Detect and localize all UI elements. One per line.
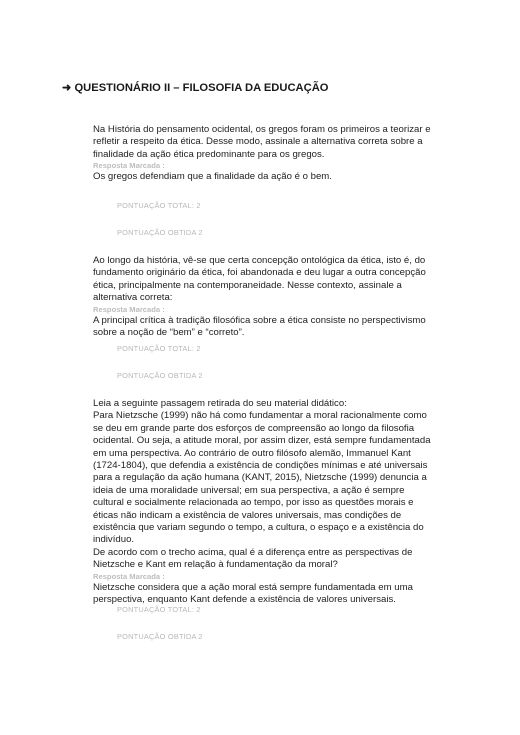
page-title: ➜ QUESTIONÁRIO II – FILOSOFIA DA EDUCAÇÃO <box>62 82 329 94</box>
score-total: PONTUAÇÃO TOTAL: 2 <box>117 201 201 210</box>
question-2 <box>93 255 438 339</box>
marked-answer-label: Resposta Marcada : <box>93 571 165 581</box>
score-total: PONTUAÇÃO TOTAL: 2 <box>117 605 201 614</box>
question-passage: Para Nietzsche (1999) não há como fundamentar a moral racionalmente como se deu em grande parte dos esforços de compreensão ao longo da filosofia ocidental. Ou seja, a atitude moral, por assim dizer, está sempre fundamentada em uma perspectiva. Ao contrário de outro filósofo alemão, Immanuel Kant (1724-1804), que defendia a existência de condições mínimas e até universais para a regulação da ação humana (KANT, 2015), Nietzsche (1999) denuncia a ideia de uma moralidade universal; em sua perspectiva, a ação é sempre cultural e socialmente relacionada ao tempo, por isso as questões morais e éticas não indicam a existência de valores universais, mas condições de existência que variam segundo o tempo, a cultura, o espaço e a existência do indivíduo. <box>93 410 431 546</box>
marked-answer-label: Resposta Marcada : <box>93 161 165 171</box>
question-text: Na História do pensamento ocidental, os gregos foram os primeiros a teorizar e refletir a respeito da ética. Desse modo, assinale a alternativa correta sobre a finalidade da ação ética predominante para os gregos. <box>93 124 431 160</box>
question-1 <box>93 124 438 184</box>
answer-text: Os gregos defendiam que a finalidade da ação é o bem. <box>93 171 332 183</box>
score-total: PONTUAÇÃO TOTAL: 2 <box>117 344 201 353</box>
score-obtained: PONTUAÇÃO OBTIDA 2 <box>117 371 203 380</box>
question-intro: Leia a seguinte passagem retirada do seu material didático: <box>93 398 347 409</box>
answer-text: Nietzsche considera que a ação moral está sempre fundamentada em uma perspectiva, enquanto Kant defende a existência de valores universais. <box>93 581 413 606</box>
score-obtained: PONTUAÇÃO OBTIDA 2 <box>117 228 203 237</box>
score-obtained: PONTUAÇÃO OBTIDA 2 <box>117 632 203 641</box>
question-text: Ao longo da história, vê-se que certa concepção ontológica da ética, isto é, do fundamento originário da ética, foi abandonada e deu lugar a outra concepção ética, principalmente na contemporaneidade. Nesse contexto, assinale a alternativa correta: <box>93 255 426 304</box>
question-text: De acordo com o trecho acima, qual é a diferença entre as perspectivas de Nietzsche e Kant em relação à fundamentação da moral? <box>93 546 413 571</box>
marked-answer-label: Resposta Marcada : <box>93 304 165 314</box>
answer-text: A principal crítica à tradição filosófica sobre a ética consiste no perspectivismo sobre a noção de “bem” e “correto”. <box>93 314 426 339</box>
question-3 <box>93 398 438 607</box>
